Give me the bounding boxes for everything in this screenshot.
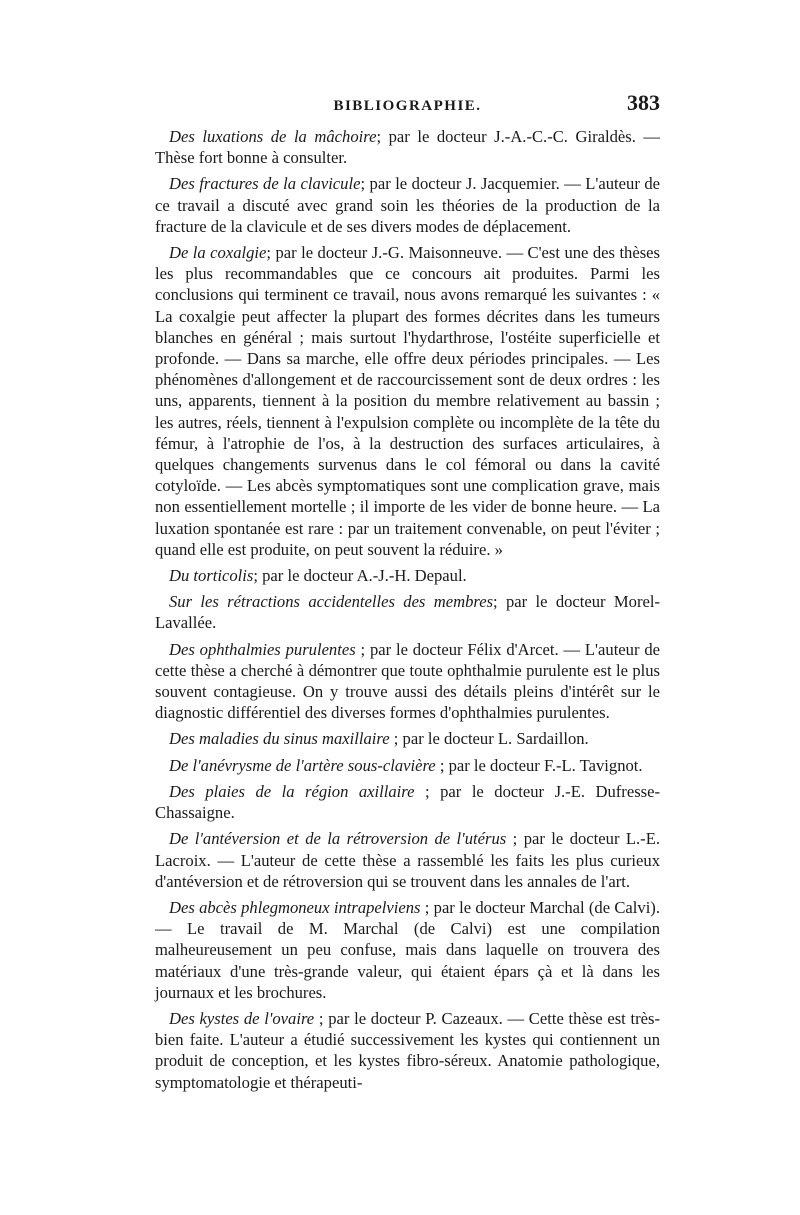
bibliography-entry xyxy=(155,242,660,560)
entry-text: ; par le docteur J.-E. Dufresse-Chassaigne. xyxy=(155,781,661,823)
page-number: 383 xyxy=(627,90,660,115)
entry-title: Des maladies du sinus maxillaire xyxy=(169,729,390,749)
entry-text: ; par le docteur A.-J.-H. Depaul. xyxy=(253,566,467,586)
entry-text: ; par le docteur L. Sardaillon. xyxy=(389,729,589,749)
entry-title: Des ophthalmies purulentes xyxy=(169,639,356,659)
bibliography-entry xyxy=(155,565,660,586)
entry-title: Des luxations de la mâchoire xyxy=(169,127,377,146)
entry-text: ; par le docteur F.-L. Tavignot. xyxy=(435,755,643,775)
entry-title: De la coxalgie xyxy=(169,243,267,263)
bibliography-entry xyxy=(155,828,660,892)
bibliography-entry xyxy=(155,1008,660,1093)
entry-title: Du torticolis xyxy=(169,566,254,586)
bibliography-entry xyxy=(155,591,660,633)
entry-title: Des fractures de la clavicule xyxy=(169,174,361,194)
entry-text: ; par le docteur J.-G. Maisonneuve. — C'est une des thèses les plus recommandables que ce concours ait produites. Parmi les conclusions qui terminent ce travail, nous avons remarqué les suivantes : « La coxalgie peut affecter la plupart des formes décrites dans les tumeurs blanches en général ; mais surtout l'hydarthrose, l'ostéite superficielle et profonde. — Dans sa marche, elle offre deux périodes principales. — Les phénomènes d'allongement et de raccourcissement sont de deux ordres : les uns, apparents, tiennent à la position du membre relativement au bassin ; les autres, réels, tiennent à l'expulsion complète ou incomplète de la tête du fémur, à l'atrophie de l'os, à la destruction des surfaces articulaires, à quelques changements survenus dans le col fémoral ou dans la cavité cotyloïde. — Les abcès symptomatiques sont une complication grave, mais non essentiellement mortelle ; il importe de les vider de bonne heure. — La luxation spontanée est rare : par un traitement convenable, on peut l'éviter ; quand elle est produite, on peut souvent la réduire. » xyxy=(155,243,660,559)
bibliography-entry xyxy=(155,126,660,168)
bibliography-entry xyxy=(155,728,660,749)
running-title: BIBLIOGRAPHIE. xyxy=(333,98,482,114)
entry-text: ; par le docteur P. Cazeaux. — Cette thèse est très-bien faite. L'auteur a étudié successivement les kystes qui contiennent un produit de conception, et les kystes fibro-séreux. Anatomie pathologique, symptomatologie et thérapeuti- xyxy=(155,1008,660,1092)
bibliography-entry xyxy=(155,897,660,1003)
entry-text: ; par le docteur Marchal (de Calvi). — Le travail de M. Marchal (de Calvi) est une compilation malheureusement un peu confuse, mais dans laquelle on trouvera des matériaux d'une très-grande valeur, qui étaient épars çà et là dans les journaux et les brochures. xyxy=(155,897,660,1002)
entry-title: Des abcès phlegmoneux intrapelviens xyxy=(169,897,421,917)
bibliography-entry xyxy=(155,173,660,237)
entry-title: Des kystes de l'ovaire xyxy=(169,1008,315,1028)
entry-text: ; par le docteur J. Jacquemier. — L'auteur de ce travail a discuté avec grand soin les théories de la production de la fracture de la clavicule et de ses divers modes de déplacement. xyxy=(155,174,660,236)
bibliography-entry xyxy=(155,639,660,724)
entry-text: ; par le docteur J.-A.-C.-C. Giraldès. — Thèse fort bonne à consulter. xyxy=(155,127,660,168)
entry-title: De l'antéversion et de la rétroversion de l'utérus xyxy=(169,829,507,849)
bibliography-entry xyxy=(155,781,660,823)
bibliography-entry xyxy=(155,755,660,776)
entry-text: ; par le docteur Félix d'Arcet. — L'auteur de cette thèse a cherché à démontrer que toute ophthalmie purulente est le plus souvent contagieuse. On y trouve aussi des détails pleins d'intérêt sur le diagnostic différentiel des diverses formes d'ophthalmies purulentes. xyxy=(155,639,661,723)
book-page xyxy=(155,92,660,1098)
entry-title: Sur les rétractions accidentelles des membres xyxy=(169,592,494,612)
entry-title: De l'anévrysme de l'artère sous-clavière xyxy=(169,755,436,775)
entry-text: ; par le docteur L.-E. Lacroix. — L'auteur de cette thèse a rassemblé les faits les plus curieux d'antéversion et de rétroversion qui se trouvent dans les annales de l'art. xyxy=(155,829,660,891)
entry-text: ; par le docteur Morel-Lavallée. xyxy=(155,592,660,633)
running-header xyxy=(155,92,660,126)
entry-title: Des plaies de la région axillaire xyxy=(169,781,415,801)
